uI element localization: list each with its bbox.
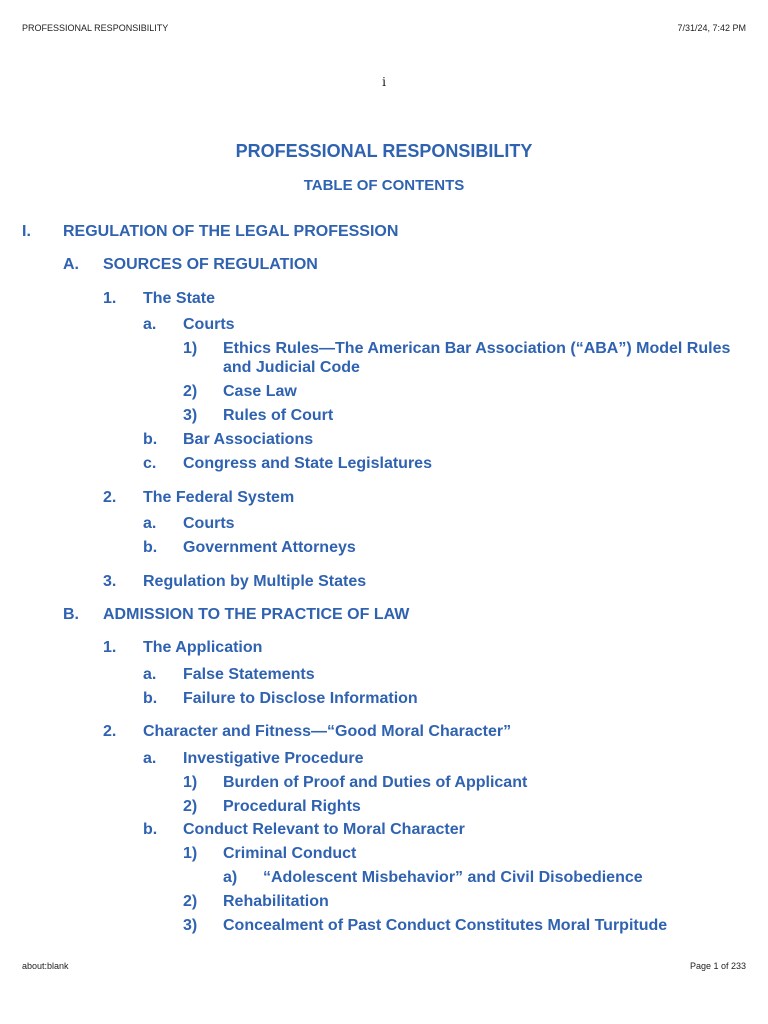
toc-entry[interactable] (0, 892, 768, 911)
toc-entry[interactable] (0, 916, 768, 935)
toc-entry[interactable] (0, 749, 768, 768)
toc-entry[interactable] (0, 315, 768, 334)
toc-entry[interactable] (0, 844, 768, 863)
toc-entry-text[interactable]: SOURCES OF REGULATION (103, 256, 318, 273)
toc-entry-text[interactable]: Congress and State Legislatures (183, 455, 432, 472)
toc-heading: TABLE OF CONTENTS (303, 177, 465, 194)
toc-entry-number: a. (143, 750, 157, 767)
toc-entry[interactable] (0, 488, 768, 507)
toc-entry-text[interactable]: The Federal System (143, 489, 295, 506)
print-header-title: PROFESSIONAL RESPONSIBILITY (22, 23, 169, 33)
toc-entry-text[interactable]: Courts (183, 316, 235, 333)
toc-entry-text[interactable]: Courts (183, 515, 235, 532)
toc-entry-number: 1) (183, 340, 198, 357)
toc-entry-number: b. (143, 539, 158, 556)
toc-entry-text[interactable]: “Adolescent Misbehavior” and Civil Disobedience (263, 869, 643, 886)
toc-entry-text[interactable]: REGULATION OF THE LEGAL PROFESSION (63, 223, 399, 240)
toc-entry[interactable] (0, 382, 768, 401)
toc-entry[interactable] (0, 289, 768, 308)
toc-entry-number: A. (63, 256, 79, 273)
toc-entry[interactable] (0, 638, 768, 657)
toc-entry[interactable] (0, 339, 768, 376)
toc-entry[interactable] (0, 572, 768, 591)
toc-entry-number: b. (143, 821, 158, 838)
toc-entry-number: 2) (183, 383, 198, 400)
toc-entry-text[interactable]: Investigative Procedure (183, 750, 364, 767)
toc-entry-number: a. (143, 515, 157, 532)
document-title: PROFESSIONAL RESPONSIBILITY (235, 141, 533, 161)
toc-entry-number: a. (143, 666, 157, 683)
toc-entry[interactable] (0, 665, 768, 684)
toc-entry-text[interactable]: ADMISSION TO THE PRACTICE OF LAW (103, 606, 410, 623)
toc-entry-text[interactable]: Procedural Rights (223, 798, 361, 815)
toc-entry[interactable] (0, 222, 768, 241)
toc-entry[interactable] (0, 430, 768, 449)
toc-entry-text[interactable]: Government Attorneys (183, 539, 356, 556)
toc-entry[interactable] (0, 255, 768, 274)
toc-entry[interactable] (0, 689, 768, 708)
toc-entry-text[interactable]: The Application (143, 639, 263, 656)
print-header-datetime: 7/31/24, 7:42 PM (677, 23, 746, 33)
toc-entry-number: 2. (103, 489, 117, 506)
toc-entry-text[interactable]: Character and Fitness—“Good Moral Character” (143, 723, 512, 740)
toc-entry-number: a. (143, 316, 157, 333)
toc-entry-number: B. (63, 606, 79, 623)
page-marker: i (382, 75, 386, 89)
toc-entry-text[interactable]: Case Law (223, 383, 297, 400)
toc-entry-text[interactable]: Ethics Rules—The American Bar Association (“ABA”) Model Rules and Judicial Code (223, 340, 731, 376)
toc-entry[interactable] (0, 605, 768, 624)
toc-entry[interactable] (0, 514, 768, 533)
toc-entry-text[interactable]: Rehabilitation (223, 893, 329, 910)
toc-entry[interactable] (0, 538, 768, 557)
toc-entry-number: a) (223, 869, 238, 886)
toc-entry-number: b. (143, 431, 158, 448)
toc-entry-number: 2) (183, 893, 198, 910)
toc-entry-text[interactable]: The State (143, 290, 216, 307)
toc-entry-text[interactable]: Conduct Relevant to Moral Character (183, 821, 465, 838)
toc-entry[interactable] (0, 868, 768, 887)
toc-entry-number: b. (143, 690, 158, 707)
toc-entry-text[interactable]: Criminal Conduct (223, 845, 357, 862)
toc-entry-text[interactable]: Rules of Court (223, 407, 334, 424)
toc-entry[interactable] (0, 406, 768, 425)
toc-entry[interactable] (0, 722, 768, 741)
toc-entry[interactable] (0, 454, 768, 473)
toc-entry-text[interactable]: Failure to Disclose Information (183, 690, 418, 707)
toc-entry-text[interactable]: Regulation by Multiple States (143, 573, 367, 590)
toc-entry-text[interactable]: False Statements (183, 666, 315, 683)
toc-entry[interactable] (0, 820, 768, 839)
print-footer-page-number: Page 1 of 233 (689, 961, 746, 971)
toc-entry-text[interactable]: Burden of Proof and Duties of Applicant (223, 774, 528, 791)
toc-entry-number: c. (143, 455, 157, 472)
toc-entry-number: 3) (183, 407, 198, 424)
toc-entry-text[interactable]: Bar Associations (183, 431, 314, 448)
toc-entry-number: 3. (103, 573, 117, 590)
toc-entry[interactable] (0, 773, 768, 792)
toc-entry-text[interactable]: Concealment of Past Conduct Constitutes Moral Turpitude (223, 917, 668, 934)
toc-entry-number: 1) (183, 774, 198, 791)
toc-entry-number: 1. (103, 639, 117, 656)
toc-entry[interactable] (0, 797, 768, 816)
toc-entry-number: 2) (183, 798, 198, 815)
toc-entry-number: 3) (183, 917, 198, 934)
print-footer-url: about:blank (22, 961, 69, 971)
toc-entry-number: 1. (103, 290, 117, 307)
toc-entry-number: 1) (183, 845, 198, 862)
toc-entry-number: I. (22, 223, 31, 240)
toc-entry-number: 2. (103, 723, 117, 740)
